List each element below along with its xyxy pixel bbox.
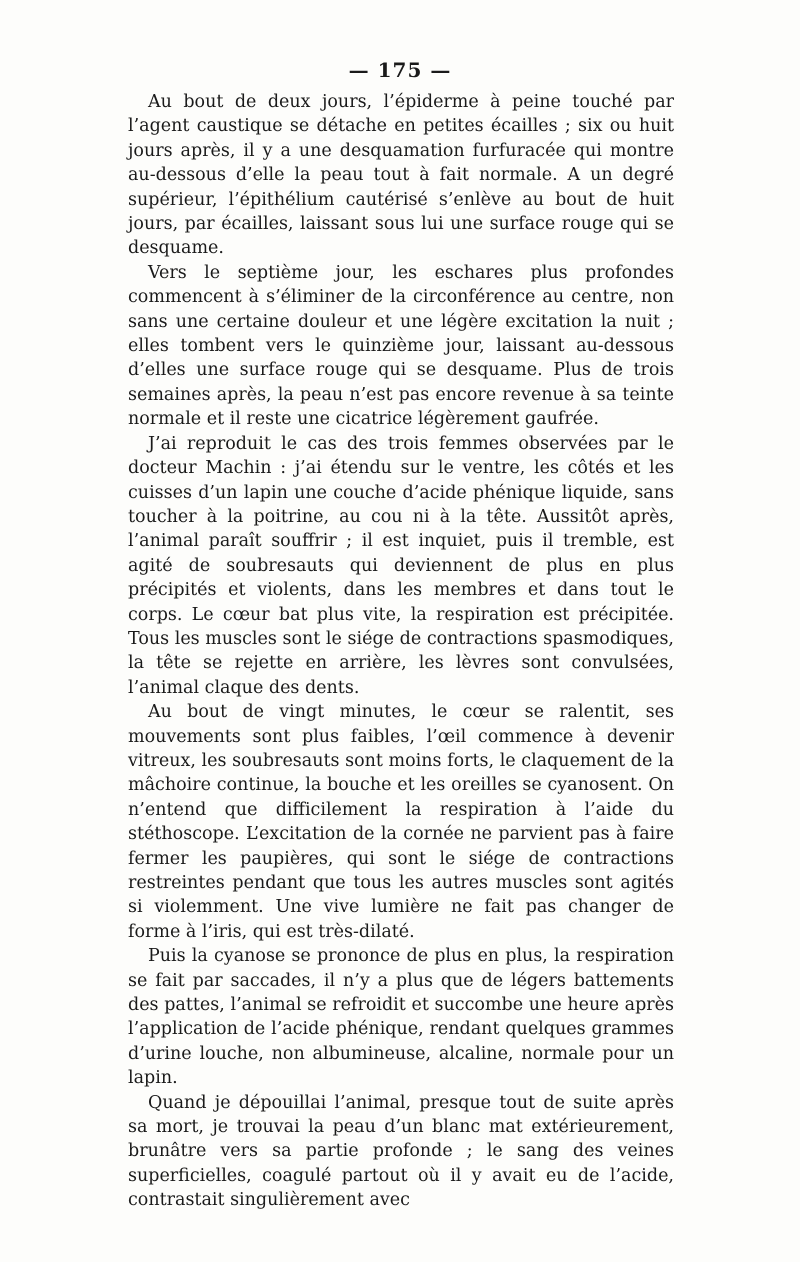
page-number: — 175 — [348, 58, 452, 82]
paragraph: Vers le septième jour, les eschares plus profondes commencent à s’éliminer de la circonférence au centre, non sans une certaine douleur et une légère excitation la nuit ; elles tombent vers le quinzième jour, laissant au-dessous d’elles une surface rouge qui se desquame. Plus de trois semaines après, la peau n’est pas encore revenue à sa teinte normale et il reste une cicatrice légèrement gaufrée. [128, 262, 674, 430]
paragraph: Puis la cyanose se prononce de plus en plus, la respiration se fait par saccades, il n’y a plus que de légers battements des pattes, l’animal se refroidit et succombe une heure après l’application de l’acide phénique, rendant quelques grammes d’urine louche, non albumineuse, alcaline, normale pour un lapin. [128, 946, 674, 1089]
body-text [128, 90, 674, 1213]
paragraph: Au bout de vingt minutes, le cœur se ralentit, ses mouvements sont plus faibles, l’œil commence à devenir vitreux, les soubresauts sont moins forts, le claquement de la mâchoire continue, la bouche et les oreilles se cyanosent. On n’entend que difficilement la respiration à l’aide du stéthoscope. L’excitation de la cornée ne parvient pas à faire fermer les paupières, qui sont le siége de contractions restreintes pendant que tous les autres muscles sont agités si violemment. Une vive lumière ne fait pas changer de forme à l’iris, qui est très-dilaté. [128, 702, 674, 942]
paragraph: Au bout de deux jours, l’épiderme à peine touché par l’agent caustique se détache en petites écailles ; six ou huit jours après, il y a une desquamation furfuracée qui montre au-dessous d’elle la peau tout à fait normale. A un degré supérieur, l’épithélium cautérisé s’enlève au bout de huit jours, par écailles, laissant sous lui une surface rouge qui se desquame. [128, 92, 674, 259]
paragraph: Quand je dépouillai l’animal, presque tout de suite après sa mort, je trouvai la peau d’un blanc mat extérieurement, brunâtre vers sa partie profonde ; le sang des veines superficielles, coagulé partout où il y avait eu de l’acide, contrastait singulièrement avec [128, 1092, 674, 1211]
paragraph: J’ai reproduit le cas des trois femmes observées par le docteur Machin : j’ai étendu sur le ventre, les côtés et les cuisses d’un lapin une couche d’acide phénique liquide, sans toucher à la poitrine, au cou ni à la tête. Aussitôt après, l’animal paraît souffrir ; il est inquiet, puis il tremble, est agité de soubresauts qui deviennent de plus en plus précipités et violents, dans les membres et dans tout le corps. Le cœur bat plus vite, la respiration est précipitée. Tous les muscles sont le siége de contractions spasmodiques, la tête se rejette en arrière, les lèvres sont convulsées, l’animal claque des dents. [128, 433, 674, 698]
